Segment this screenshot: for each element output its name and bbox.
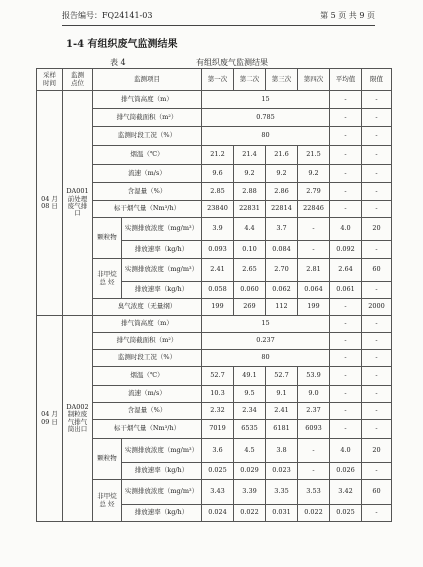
item-label: 实测排放浓度（mg/m³）: [122, 259, 202, 282]
value-cell: 0.029: [234, 463, 266, 480]
average-cell: -: [330, 420, 362, 439]
merged-value: 80: [202, 350, 330, 367]
average-cell: -: [330, 91, 362, 109]
limit-cell: -: [362, 505, 392, 522]
sampling-date: 04 月 08 日: [37, 91, 63, 316]
average-cell: -: [330, 316, 362, 333]
item-label: 排放速率（kg/h）: [122, 241, 202, 259]
limit-cell: -: [362, 109, 392, 127]
item-label: 烟温（℃）: [93, 367, 202, 386]
page-number: 第 5 页 共 9 页: [320, 11, 375, 20]
sampling-date: 04 月 09 日: [37, 316, 63, 522]
col-header-time: 采样 时间: [37, 69, 63, 91]
limit-cell: -: [362, 316, 392, 333]
col-header-5: 第三次: [266, 69, 298, 91]
merged-value: 15: [202, 91, 330, 109]
limit-cell: -: [362, 403, 392, 420]
report-number: 报告编号：FQ24141-03: [62, 11, 153, 20]
value-cell: 0.060: [234, 282, 266, 299]
value-cell: 9.1: [266, 386, 298, 403]
item-label: 排放速率（kg/h）: [122, 463, 202, 480]
average-cell: -: [330, 183, 362, 201]
limit-cell: -: [362, 282, 392, 299]
table-row: [37, 91, 392, 109]
pollutant-label: 非甲烷 总 烃: [93, 480, 122, 522]
value-cell: 2.37: [298, 403, 330, 420]
section-title: 1-4 有组织废气监测结果: [66, 39, 178, 50]
average-cell: 0.092: [330, 241, 362, 259]
value-cell: 3.9: [202, 218, 234, 241]
average-cell: -: [330, 299, 362, 316]
col-header-4: 第二次: [234, 69, 266, 91]
average-cell: -: [330, 403, 362, 420]
table-row: [37, 316, 392, 333]
pollutant-label: 颗粒物: [93, 439, 122, 480]
col-header-item: 监测项目: [93, 69, 202, 91]
value-cell: 22846: [298, 201, 330, 218]
limit-cell: -: [362, 183, 392, 201]
average-cell: 0.061: [330, 282, 362, 299]
average-cell: 0.026: [330, 463, 362, 480]
item-label: 实测排放浓度（mg/m³）: [122, 480, 202, 505]
limit-cell: -: [362, 146, 392, 165]
average-cell: 2.64: [330, 259, 362, 282]
pollutant-label: 非甲烷 总 烃: [93, 259, 122, 299]
monitoring-point: DA002 制粒废 气排气 筒出口: [63, 316, 93, 522]
item-label: 流速（m/s）: [93, 165, 202, 183]
value-cell: 2.65: [234, 259, 266, 282]
value-cell: 9.2: [298, 165, 330, 183]
value-cell: 0.024: [202, 505, 234, 522]
limit-cell: -: [362, 463, 392, 480]
average-cell: 3.42: [330, 480, 362, 505]
value-cell: 2.34: [234, 403, 266, 420]
value-cell: 0.10: [234, 241, 266, 259]
limit-cell: -: [362, 350, 392, 367]
average-cell: -: [330, 109, 362, 127]
value-cell: 4.5: [234, 439, 266, 463]
value-cell: 2.32: [202, 403, 234, 420]
value-cell: 22831: [234, 201, 266, 218]
value-cell: -: [298, 439, 330, 463]
limit-cell: 20: [362, 439, 392, 463]
col-header-7: 平均值: [330, 69, 362, 91]
value-cell: 53.9: [298, 367, 330, 386]
limit-cell: -: [362, 386, 392, 403]
merged-value: 0.785: [202, 109, 330, 127]
value-cell: 9.2: [234, 165, 266, 183]
value-cell: 21.4: [234, 146, 266, 165]
item-label: 监测时段工况（%）: [93, 350, 202, 367]
value-cell: 0.058: [202, 282, 234, 299]
average-cell: -: [330, 333, 362, 350]
average-cell: 4.0: [330, 439, 362, 463]
item-label: 实测排放浓度（mg/m³）: [122, 218, 202, 241]
limit-cell: 60: [362, 259, 392, 282]
item-label: 含湿量（%）: [93, 183, 202, 201]
value-cell: 0.022: [234, 505, 266, 522]
limit-cell: 2000: [362, 299, 392, 316]
limit-cell: -: [362, 165, 392, 183]
item-label: 臭气浓度（无量纲）: [93, 299, 202, 316]
value-cell: 6535: [234, 420, 266, 439]
page-header: [62, 10, 375, 24]
item-label: 流速（m/s）: [93, 386, 202, 403]
value-cell: 9.5: [234, 386, 266, 403]
value-cell: 3.35: [266, 480, 298, 505]
value-cell: 21.5: [298, 146, 330, 165]
limit-cell: 60: [362, 480, 392, 505]
item-label: 实测排放浓度（mg/m³）: [122, 439, 202, 463]
value-cell: 3.39: [234, 480, 266, 505]
emission-table: [36, 68, 392, 522]
value-cell: 52.7: [266, 367, 298, 386]
limit-cell: -: [362, 420, 392, 439]
limit-cell: 20: [362, 218, 392, 241]
merged-value: 80: [202, 127, 330, 146]
item-label: 排气筒截面积（m²）: [93, 109, 202, 127]
item-label: 标干烟气量（Nm³/h）: [93, 201, 202, 218]
value-cell: 9.0: [298, 386, 330, 403]
value-cell: -: [298, 218, 330, 241]
value-cell: 21.2: [202, 146, 234, 165]
average-cell: -: [330, 367, 362, 386]
value-cell: 2.81: [298, 259, 330, 282]
value-cell: 0.084: [266, 241, 298, 259]
header-rule: [62, 25, 375, 26]
value-cell: 0.025: [202, 463, 234, 480]
value-cell: 0.031: [266, 505, 298, 522]
value-cell: 0.064: [298, 282, 330, 299]
value-cell: 4.4: [234, 218, 266, 241]
col-header-3: 第一次: [202, 69, 234, 91]
average-cell: -: [330, 127, 362, 146]
table-header-row: [37, 69, 392, 91]
item-label: 排放速率（kg/h）: [122, 505, 202, 522]
value-cell: 6181: [266, 420, 298, 439]
value-cell: 2.41: [266, 403, 298, 420]
value-cell: 199: [202, 299, 234, 316]
average-cell: 0.025: [330, 505, 362, 522]
value-cell: 2.86: [266, 183, 298, 201]
value-cell: 6093: [298, 420, 330, 439]
value-cell: 269: [234, 299, 266, 316]
item-label: 排气筒高度（m）: [93, 91, 202, 109]
item-label: 排气筒截面积（m²）: [93, 333, 202, 350]
average-cell: -: [330, 386, 362, 403]
item-label: 排放速率（kg/h）: [122, 282, 202, 299]
value-cell: 0.022: [298, 505, 330, 522]
value-cell: 3.53: [298, 480, 330, 505]
value-cell: 0.023: [266, 463, 298, 480]
value-cell: 9.6: [202, 165, 234, 183]
value-cell: 3.6: [202, 439, 234, 463]
limit-cell: -: [362, 241, 392, 259]
value-cell: -: [298, 241, 330, 259]
value-cell: 49.1: [234, 367, 266, 386]
item-label: 排气筒高度（m）: [93, 316, 202, 333]
value-cell: 3.8: [266, 439, 298, 463]
merged-value: 0.237: [202, 333, 330, 350]
limit-cell: -: [362, 201, 392, 218]
col-header-8: 限值: [362, 69, 392, 91]
average-cell: -: [330, 350, 362, 367]
value-cell: 23840: [202, 201, 234, 218]
value-cell: 0.062: [266, 282, 298, 299]
value-cell: 0.093: [202, 241, 234, 259]
merged-value: 15: [202, 316, 330, 333]
average-cell: 4.0: [330, 218, 362, 241]
limit-cell: -: [362, 333, 392, 350]
item-label: 含湿量（%）: [93, 403, 202, 420]
limit-cell: -: [362, 127, 392, 146]
value-cell: 21.6: [266, 146, 298, 165]
table-caption: 有组织废气监测结果: [196, 58, 268, 67]
col-header-6: 第四次: [298, 69, 330, 91]
col-header-point: 监测 点位: [63, 69, 93, 91]
value-cell: -: [298, 463, 330, 480]
value-cell: 52.7: [202, 367, 234, 386]
average-cell: -: [330, 201, 362, 218]
item-label: 烟温（℃）: [93, 146, 202, 165]
value-cell: 2.79: [298, 183, 330, 201]
item-label: 标干烟气量（Nm³/h）: [93, 420, 202, 439]
pollutant-label: 颗粒物: [93, 218, 122, 259]
value-cell: 199: [298, 299, 330, 316]
value-cell: 2.41: [202, 259, 234, 282]
value-cell: 22814: [266, 201, 298, 218]
value-cell: 10.3: [202, 386, 234, 403]
value-cell: 7019: [202, 420, 234, 439]
table-number: 表 4: [110, 58, 126, 67]
average-cell: -: [330, 146, 362, 165]
monitoring-point: DA001 前处理 废气排 口: [63, 91, 93, 316]
value-cell: 2.70: [266, 259, 298, 282]
value-cell: 2.85: [202, 183, 234, 201]
limit-cell: -: [362, 367, 392, 386]
value-cell: 9.2: [266, 165, 298, 183]
item-label: 监测时段工况（%）: [93, 127, 202, 146]
average-cell: -: [330, 165, 362, 183]
value-cell: 3.7: [266, 218, 298, 241]
value-cell: 3.43: [202, 480, 234, 505]
value-cell: 112: [266, 299, 298, 316]
value-cell: 2.88: [234, 183, 266, 201]
limit-cell: -: [362, 91, 392, 109]
